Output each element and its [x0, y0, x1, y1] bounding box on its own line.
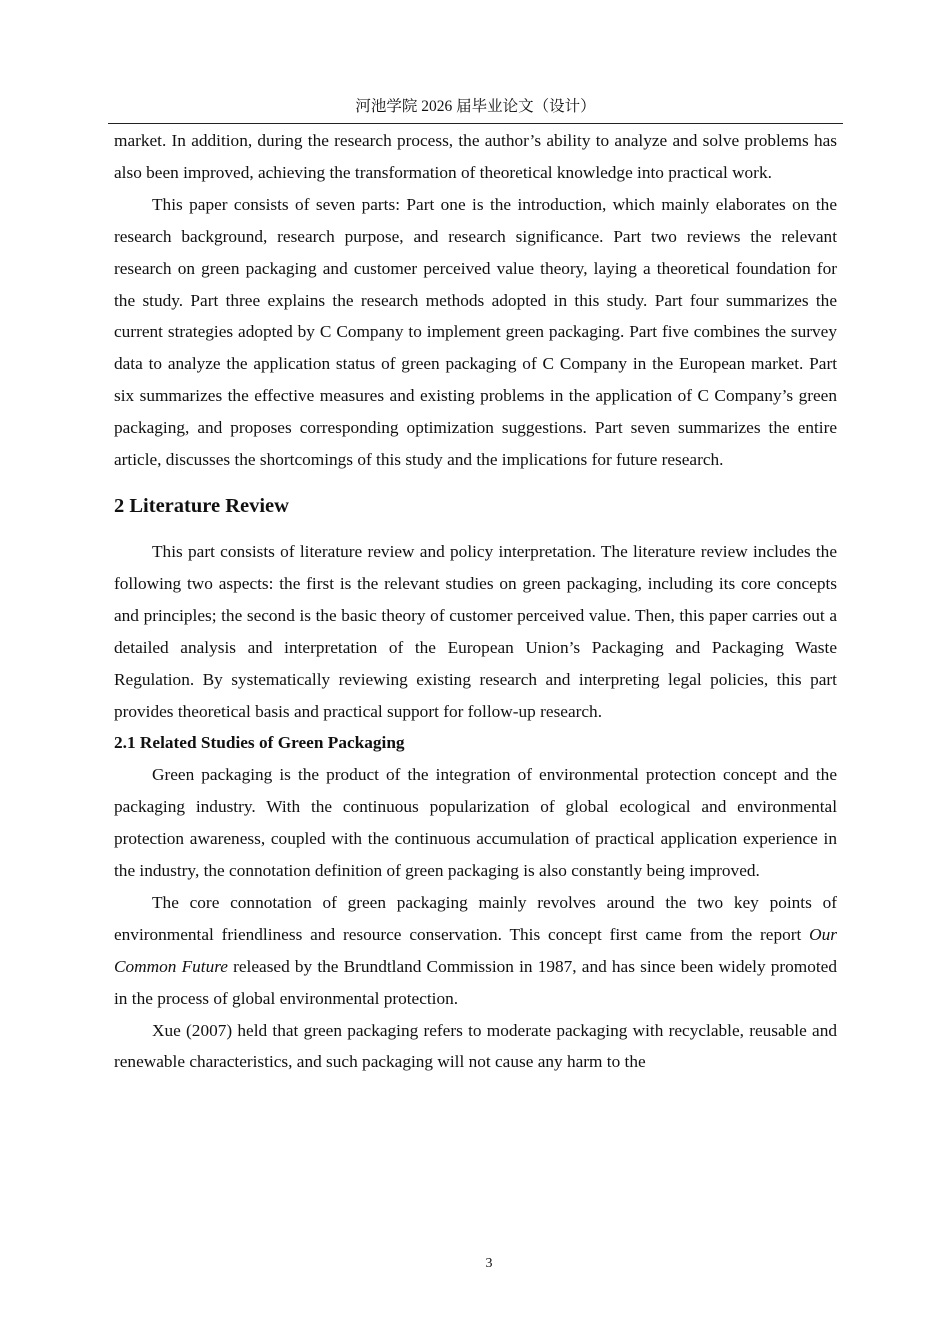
paragraph-text: released by the Brundtland Commission in 1987, and has since been widely promoted in the process of global environmental protection.	[114, 956, 837, 1008]
body-paragraph	[114, 887, 837, 1015]
body-paragraph: This paper consists of seven parts: Part one is the introduction, which mainly elaborates on the research background, research purpose, and research significance. Part two reviews the relevant research on green packaging and customer perceived value theory, laying a theoretical foundation for the study. Part three explains the research methods adopted in this study. Part four summarizes the current strategies adopted by C Company to implement green packaging. Part five combines the survey data to analyze the application status of green packaging of C Company in the European market. Part six summarizes the effective measures and existing problems in the application of C Company’s green packaging, and proposes corresponding optimization suggestions. Part seven summarizes the entire article, discusses the shortcomings of this study and the implications for future research.	[114, 194, 837, 470]
body-paragraph: Green packaging is the product of the integration of environmental protection concept and the packaging industry. With the continuous popularization of global ecological and environmental protection awareness, coupled with the continuous accumulation of practical application experience in the industry, the connotation definition of green packaging is also constantly being improved.	[114, 765, 837, 881]
body-paragraph: Xue (2007) held that green packaging refers to moderate packaging with recyclable, reusable and renewable characteristics, and such packaging will not cause any harm to the	[114, 1020, 837, 1072]
header-rule	[108, 123, 843, 124]
subsection-heading: 2.1 Related Studies of Green Packaging	[114, 733, 405, 753]
body-paragraph: This part consists of literature review and policy interpretation. The literature review includes the following two aspects: the first is the relevant studies on green packaging, including its core concepts and principles; the second is the basic theory of customer perceived value. Then, this paper carries out a detailed analysis and interpretation of the European Union’s Packaging and Packaging Waste Regulation. By systematically reviewing existing research and interpreting legal policies, this part provides theoretical basis and practical support for follow-up research.	[114, 541, 837, 721]
page-header: 河池学院 2026 届毕业论文（设计）	[355, 98, 596, 115]
paragraph-text: The core connotation of green packaging mainly revolves around the two key points of environmental friendliness and resource conservation. This concept first came from the report	[114, 892, 837, 944]
report-title: Our Common Future	[114, 924, 837, 976]
section-heading: 2 Literature Review	[114, 494, 289, 517]
page-body	[114, 125, 837, 1078]
page-number: 3	[485, 1256, 493, 1271]
body-paragraph: market. In addition, during the research process, the author’s ability to analyze and solve problems has also been improved, achieving the transformation of theoretical knowledge into practical work.	[114, 131, 837, 182]
